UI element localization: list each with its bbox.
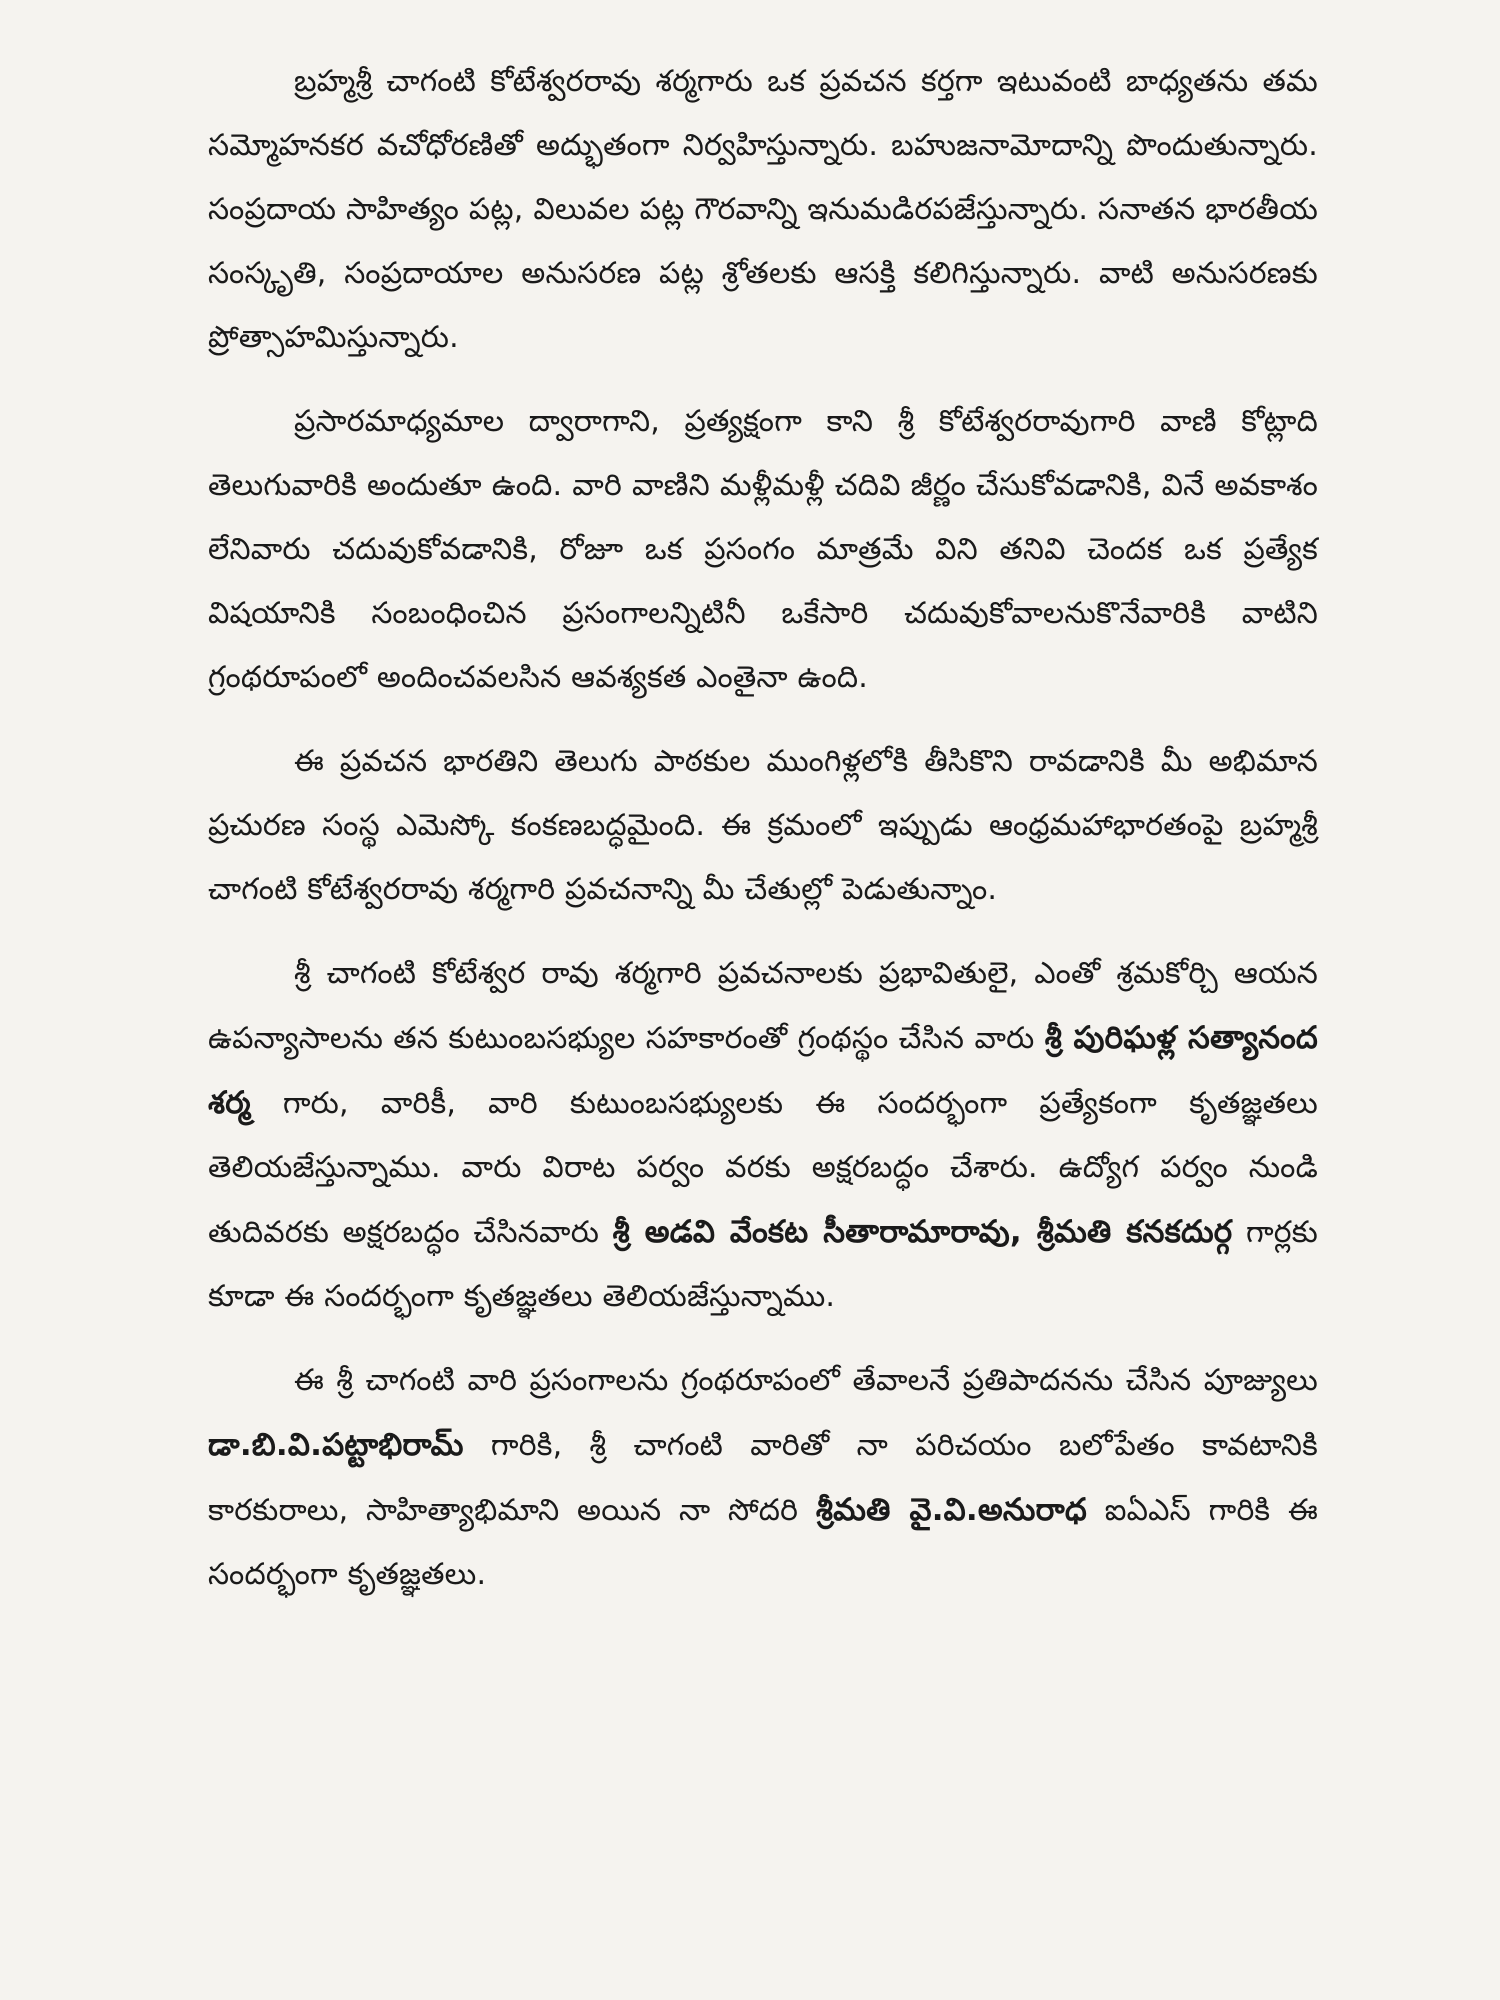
paragraph-4-text-c: గార్లకు కూడా ఈ సందర్భంగా కృతజ్ఞతలు తెలియజేస్తున్నాము. bbox=[208, 1215, 1319, 1314]
highlighted-name-satyananda-sharma: శ్రీ పురిఘళ్ల సత్యానంద శర్మ bbox=[208, 1020, 1318, 1121]
paragraph-5-text-b: గారికి, శ్రీ చాగంటి వారితో నా పరిచయం బలోపేతం కావటానికి కారకురాలు, సాహిత్యాభిమాని అయిన నా సోదరి bbox=[208, 1428, 1318, 1528]
highlighted-name-pattabhiram: డా.బి.వి.పట్టాభిరామ్ bbox=[208, 1427, 464, 1463]
paragraph-5 bbox=[208, 1349, 1318, 1607]
highlighted-name-anuradha: శ్రీమతి వై.వి.అనురాధ bbox=[815, 1492, 1087, 1528]
paragraph-2: ప్రసారమాధ్యమాల ద్వారాగాని, ప్రత్యక్షంగా కాని శ్రీ కోటేశ్వరరావుగారి వాణి కోట్లాది తెలుగువారికి అందుతూ ఉంది. వారి వాణిని మళ్లీమళ్లీ చదివి జీర్ణం చేసుకోవడానికి, వినే అవకాశం లేనివారు చదువుకోవడానికి, రోజూ ఒక ప్రసంగం మాత్రమే విని తనివి చెందక ఒక ప్రత్యేక విషయానికి సంబంధించిన ప్రసంగాలన్నిటినీ ఒకేసారి చదువుకోవాలనుకొనేవారికి వాటిని గ్రంథరూపంలో అందించవలసిన ఆవశ్యకత ఎంతైనా ఉంది. bbox=[208, 404, 1318, 695]
paragraph-1: బ్రహ్మశ్రీ చాగంటి కోటేశ్వరరావు శర్మగారు ఒక ప్రవచన కర్తగా ఇటువంటి బాధ్యతను తమ సమ్మోహనకర వచోధోరణితో అద్భుతంగా నిర్వహిస్తున్నారు. బహుజనామోదాన్ని పొందుతున్నారు. సంప్రదాయ సాహిత్యం పట్ల, విలువల పట్ల గౌరవాన్ని ఇనుమడిరపజేస్తున్నారు. సనాతన భారతీయ సంస్కృతి, సంప్రదాయాల అనుసరణ పట్ల శ్రోతలకు ఆసక్తి కలిగిస్తున్నారు. వాటి అనుసరణకు ప్రోత్సాహమిస్తున్నారు. bbox=[208, 64, 1318, 355]
paragraph-4-text-a: శ్రీ చాగంటి కోటేశ్వర రావు శర్మగారి ప్రవచనాలకు ప్రభావితులై, ఎంతో శ్రమకోర్చి ఆయన ఉపన్యాసాలను తన కుటుంబసభ్యుల సహకారంతో గ్రంథస్థం చేసిన వారు bbox=[208, 956, 1318, 1056]
paragraph-4-text-b: గారు, వారికీ, వారి కుటుంబసభ్యులకు ఈ సందర్భంగా ప్రత్యేకంగా కృతజ్ఞతలు తెలియజేస్తున్నాము. వారు విరాట పర్వం వరకు అక్షరబద్ధం చేశారు. ఉద్యోగ పర్వం నుండి తుదివరకు అక్షరబద్ధం చేసినవారు bbox=[208, 1086, 1318, 1250]
paragraph-5-text-a: ఈ శ్రీ చాగంటి వారి ప్రసంగాలను గ్రంథరూపంలో తేవాలనే ప్రతిపాదనను చేసిన పూజ్యులు bbox=[294, 1363, 1318, 1398]
highlighted-names-seetharamarao-kanakadurga: శ్రీ అడవి వేంకట సీతారామారావు, శ్రీమతి కనకదుర్గ bbox=[612, 1214, 1233, 1250]
paragraph-4 bbox=[208, 942, 1318, 1329]
paragraph-5-text-c: ఐఏఎస్ గారికి ఈ సందర్భంగా కృతజ్ఞతలు. bbox=[208, 1493, 1318, 1592]
page-body bbox=[208, 50, 1318, 1627]
paragraph-3: ఈ ప్రవచన భారతిని తెలుగు పాఠకుల ముంగిళ్లలోకి తీసికొని రావడానికి మీ అభిమాన ప్రచురణ సంస్థ ఎమెస్కో కంకణబద్ధమైంది. ఈ క్రమంలో ఇప్పుడు ఆంధ్రమహాభారతంపై బ్రహ్మశ్రీ చాగంటి కోటేశ్వరరావు శర్మగారి ప్రవచనాన్ని మీ చేతుల్లో పెడుతున్నాం. bbox=[208, 744, 1318, 907]
